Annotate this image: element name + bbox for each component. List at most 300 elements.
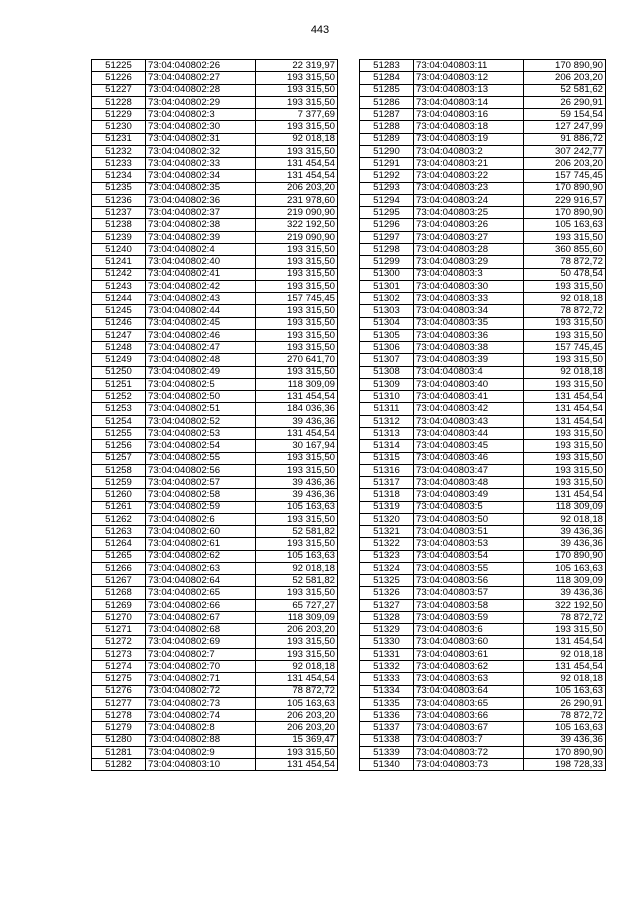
row-number-cell: 51322	[360, 538, 414, 550]
cadastral-number-cell: 73:04:040803:59	[414, 611, 524, 623]
row-number-cell: 51304	[360, 317, 414, 329]
cadastral-number-cell: 73:04:040802:58	[146, 489, 256, 501]
row-number-cell: 51257	[92, 452, 146, 464]
row-number-cell: 51294	[360, 194, 414, 206]
value-cell: 157 745,45	[524, 170, 606, 182]
value-cell: 92 018,18	[256, 562, 338, 574]
cadastral-number-cell: 73:04:040802:28	[146, 84, 256, 96]
table-row	[360, 477, 606, 489]
value-cell: 170 890,90	[524, 182, 606, 194]
row-number-cell: 51281	[92, 746, 146, 758]
row-number-cell: 51301	[360, 280, 414, 292]
row-number-cell: 51292	[360, 170, 414, 182]
cadastral-number-cell: 73:04:040803:27	[414, 231, 524, 243]
cadastral-number-cell: 73:04:040802:56	[146, 464, 256, 476]
row-number-cell: 51255	[92, 427, 146, 439]
cadastral-number-cell: 73:04:040803:23	[414, 182, 524, 194]
table-row	[92, 562, 338, 574]
value-cell: 26 290,91	[524, 697, 606, 709]
table-row	[92, 464, 338, 476]
table-row	[92, 722, 338, 734]
row-number-cell: 51247	[92, 329, 146, 341]
cadastral-number-cell: 73:04:040803:48	[414, 477, 524, 489]
table-row	[92, 710, 338, 722]
table-row	[92, 268, 338, 280]
row-number-cell: 51237	[92, 207, 146, 219]
cadastral-number-cell: 73:04:040803:38	[414, 342, 524, 354]
table-row	[360, 231, 606, 243]
value-cell: 193 315,50	[256, 587, 338, 599]
value-cell: 22 319,97	[256, 60, 338, 72]
table-row	[92, 293, 338, 305]
cadastral-number-cell: 73:04:040803:34	[414, 305, 524, 317]
cadastral-number-cell: 73:04:040803:67	[414, 722, 524, 734]
value-cell: 193 315,50	[524, 440, 606, 452]
table-row	[92, 219, 338, 231]
cadastral-number-cell: 73:04:040802:38	[146, 219, 256, 231]
cadastral-number-cell: 73:04:040802:34	[146, 170, 256, 182]
value-cell: 50 478,54	[524, 268, 606, 280]
value-cell: 131 454,54	[256, 759, 338, 771]
value-cell: 193 315,50	[256, 366, 338, 378]
value-cell: 206 203,20	[256, 710, 338, 722]
value-cell: 193 315,50	[256, 280, 338, 292]
cadastral-number-cell: 73:04:040802:27	[146, 72, 256, 84]
cadastral-number-cell: 73:04:040802:7	[146, 648, 256, 660]
row-number-cell: 51280	[92, 734, 146, 746]
cadastral-number-cell: 73:04:040802:40	[146, 256, 256, 268]
row-number-cell: 51334	[360, 685, 414, 697]
table-row	[92, 477, 338, 489]
table-row	[360, 109, 606, 121]
cadastral-table-left	[91, 59, 338, 771]
table-row	[92, 526, 338, 538]
cadastral-number-cell: 73:04:040802:59	[146, 501, 256, 513]
row-number-cell: 51234	[92, 170, 146, 182]
cadastral-number-cell: 73:04:040802:55	[146, 452, 256, 464]
cadastral-number-cell: 73:04:040802:49	[146, 366, 256, 378]
value-cell: 131 454,54	[524, 403, 606, 415]
row-number-cell: 51258	[92, 464, 146, 476]
table-row	[360, 513, 606, 525]
table-row	[92, 440, 338, 452]
value-cell: 206 203,20	[256, 624, 338, 636]
table-row	[92, 60, 338, 72]
value-cell: 157 745,45	[524, 342, 606, 354]
table-row	[360, 673, 606, 685]
row-number-cell: 51313	[360, 427, 414, 439]
value-cell: 105 163,63	[524, 219, 606, 231]
row-number-cell: 51307	[360, 354, 414, 366]
row-number-cell: 51336	[360, 710, 414, 722]
value-cell: 193 315,50	[524, 329, 606, 341]
cadastral-number-cell: 73:04:040802:68	[146, 624, 256, 636]
table-row	[360, 182, 606, 194]
row-number-cell: 51290	[360, 145, 414, 157]
value-cell: 219 090,90	[256, 231, 338, 243]
value-cell: 193 315,50	[256, 256, 338, 268]
cadastral-number-cell: 73:04:040803:58	[414, 599, 524, 611]
row-number-cell: 51275	[92, 673, 146, 685]
table-row	[92, 673, 338, 685]
cadastral-number-cell: 73:04:040802:42	[146, 280, 256, 292]
table-row	[360, 268, 606, 280]
cadastral-number-cell: 73:04:040803:19	[414, 133, 524, 145]
value-cell: 193 315,50	[256, 96, 338, 108]
value-cell: 193 315,50	[256, 746, 338, 758]
row-number-cell: 51279	[92, 722, 146, 734]
row-number-cell: 51298	[360, 243, 414, 255]
value-cell: 193 315,50	[524, 427, 606, 439]
cadastral-number-cell: 73:04:040803:33	[414, 293, 524, 305]
table-row	[92, 317, 338, 329]
cadastral-number-cell: 73:04:040803:35	[414, 317, 524, 329]
value-cell: 92 018,18	[524, 366, 606, 378]
table-row	[360, 378, 606, 390]
table-row	[360, 354, 606, 366]
table-body-left	[92, 60, 338, 771]
row-number-cell: 51296	[360, 219, 414, 231]
value-cell: 65 727,27	[256, 599, 338, 611]
row-number-cell: 51241	[92, 256, 146, 268]
cadastral-number-cell: 73:04:040802:50	[146, 391, 256, 403]
value-cell: 39 436,36	[524, 538, 606, 550]
row-number-cell: 51253	[92, 403, 146, 415]
cadastral-number-cell: 73:04:040802:61	[146, 538, 256, 550]
table-row	[92, 182, 338, 194]
cadastral-number-cell: 73:04:040803:53	[414, 538, 524, 550]
value-cell: 193 315,50	[256, 145, 338, 157]
row-number-cell: 51225	[92, 60, 146, 72]
cadastral-number-cell: 73:04:040802:36	[146, 194, 256, 206]
row-number-cell: 51289	[360, 133, 414, 145]
row-number-cell: 51278	[92, 710, 146, 722]
value-cell: 105 163,63	[256, 697, 338, 709]
table-row	[360, 158, 606, 170]
row-number-cell: 51308	[360, 366, 414, 378]
row-number-cell: 51261	[92, 501, 146, 513]
cadastral-number-cell: 73:04:040803:6	[414, 624, 524, 636]
value-cell: 131 454,54	[256, 170, 338, 182]
row-number-cell: 51339	[360, 746, 414, 758]
table-row	[360, 452, 606, 464]
table-row	[360, 661, 606, 673]
cadastral-number-cell: 73:04:040802:66	[146, 599, 256, 611]
value-cell: 193 315,50	[256, 452, 338, 464]
value-cell: 131 454,54	[524, 636, 606, 648]
value-cell: 127 247,99	[524, 121, 606, 133]
cadastral-number-cell: 73:04:040803:40	[414, 378, 524, 390]
row-number-cell: 51335	[360, 697, 414, 709]
value-cell: 193 315,50	[524, 378, 606, 390]
table-row	[92, 121, 338, 133]
value-cell: 193 315,50	[256, 538, 338, 550]
value-cell: 360 855,60	[524, 243, 606, 255]
value-cell: 184 036,36	[256, 403, 338, 415]
value-cell: 229 916,57	[524, 194, 606, 206]
value-cell: 206 203,20	[256, 722, 338, 734]
cadastral-number-cell: 73:04:040803:56	[414, 575, 524, 587]
table-row	[92, 194, 338, 206]
cadastral-number-cell: 73:04:040802:45	[146, 317, 256, 329]
cadastral-number-cell: 73:04:040802:9	[146, 746, 256, 758]
row-number-cell: 51288	[360, 121, 414, 133]
row-number-cell: 51244	[92, 293, 146, 305]
table-row	[360, 710, 606, 722]
table-row	[360, 611, 606, 623]
table-row	[360, 170, 606, 182]
value-cell: 91 886,72	[524, 133, 606, 145]
table-row	[92, 415, 338, 427]
row-number-cell: 51287	[360, 109, 414, 121]
value-cell: 193 315,50	[524, 354, 606, 366]
row-number-cell: 51230	[92, 121, 146, 133]
table-row	[92, 342, 338, 354]
table-row	[92, 354, 338, 366]
row-number-cell: 51276	[92, 685, 146, 697]
table-row	[360, 501, 606, 513]
table-row	[360, 317, 606, 329]
table-row	[92, 489, 338, 501]
value-cell: 92 018,18	[524, 673, 606, 685]
value-cell: 170 890,90	[524, 550, 606, 562]
table-row	[92, 759, 338, 771]
value-cell: 39 436,36	[524, 587, 606, 599]
cadastral-number-cell: 73:04:040802:74	[146, 710, 256, 722]
row-number-cell: 51324	[360, 562, 414, 574]
table-row	[360, 305, 606, 317]
value-cell: 193 315,50	[256, 305, 338, 317]
value-cell: 92 018,18	[524, 293, 606, 305]
value-cell: 131 454,54	[256, 427, 338, 439]
cadastral-number-cell: 73:04:040802:6	[146, 513, 256, 525]
row-number-cell: 51340	[360, 759, 414, 771]
row-number-cell: 51330	[360, 636, 414, 648]
cadastral-number-cell: 73:04:040802:48	[146, 354, 256, 366]
row-number-cell: 51311	[360, 403, 414, 415]
value-cell: 7 377,69	[256, 109, 338, 121]
row-number-cell: 51293	[360, 182, 414, 194]
value-cell: 131 454,54	[524, 391, 606, 403]
cadastral-number-cell: 73:04:040803:22	[414, 170, 524, 182]
cadastral-number-cell: 73:04:040803:66	[414, 710, 524, 722]
cadastral-number-cell: 73:04:040803:51	[414, 526, 524, 538]
value-cell: 131 454,54	[524, 415, 606, 427]
row-number-cell: 51314	[360, 440, 414, 452]
row-number-cell: 51300	[360, 268, 414, 280]
cadastral-number-cell: 73:04:040803:63	[414, 673, 524, 685]
table-row	[92, 391, 338, 403]
table-row	[92, 611, 338, 623]
value-cell: 193 315,50	[256, 121, 338, 133]
row-number-cell: 51272	[92, 636, 146, 648]
value-cell: 105 163,63	[524, 685, 606, 697]
table-row	[92, 133, 338, 145]
row-number-cell: 51250	[92, 366, 146, 378]
cadastral-number-cell: 73:04:040802:30	[146, 121, 256, 133]
row-number-cell: 51327	[360, 599, 414, 611]
table-row	[92, 501, 338, 513]
table-row	[92, 550, 338, 562]
table-body-right	[360, 60, 606, 771]
row-number-cell: 51235	[92, 182, 146, 194]
value-cell: 52 581,62	[524, 84, 606, 96]
cadastral-number-cell: 73:04:040802:46	[146, 329, 256, 341]
table-row	[360, 636, 606, 648]
row-number-cell: 51329	[360, 624, 414, 636]
value-cell: 193 315,50	[524, 452, 606, 464]
row-number-cell: 51267	[92, 575, 146, 587]
value-cell: 193 315,50	[524, 624, 606, 636]
cadastral-number-cell: 73:04:040802:88	[146, 734, 256, 746]
table-row	[360, 415, 606, 427]
cadastral-number-cell: 73:04:040802:3	[146, 109, 256, 121]
cadastral-number-cell: 73:04:040803:29	[414, 256, 524, 268]
cadastral-number-cell: 73:04:040802:70	[146, 661, 256, 673]
value-cell: 39 436,36	[256, 477, 338, 489]
value-cell: 39 436,36	[524, 734, 606, 746]
value-cell: 193 315,50	[524, 280, 606, 292]
value-cell: 193 315,50	[524, 231, 606, 243]
table-row	[92, 366, 338, 378]
cadastral-number-cell: 73:04:040803:21	[414, 158, 524, 170]
value-cell: 105 163,63	[524, 562, 606, 574]
table-row	[360, 219, 606, 231]
cadastral-number-cell: 73:04:040803:11	[414, 60, 524, 72]
row-number-cell: 51238	[92, 219, 146, 231]
table-row	[360, 759, 606, 771]
cadastral-number-cell: 73:04:040803:5	[414, 501, 524, 513]
row-number-cell: 51227	[92, 84, 146, 96]
value-cell: 39 436,36	[256, 489, 338, 501]
cadastral-number-cell: 73:04:040803:7	[414, 734, 524, 746]
cadastral-number-cell: 73:04:040802:65	[146, 587, 256, 599]
cadastral-number-cell: 73:04:040802:47	[146, 342, 256, 354]
row-number-cell: 51316	[360, 464, 414, 476]
row-number-cell: 51282	[92, 759, 146, 771]
row-number-cell: 51321	[360, 526, 414, 538]
value-cell: 131 454,54	[256, 673, 338, 685]
value-cell: 118 309,09	[524, 501, 606, 513]
value-cell: 193 315,50	[256, 268, 338, 280]
table-row	[92, 575, 338, 587]
row-number-cell: 51271	[92, 624, 146, 636]
cadastral-number-cell: 73:04:040803:45	[414, 440, 524, 452]
table-row	[360, 342, 606, 354]
row-number-cell: 51273	[92, 648, 146, 660]
cadastral-number-cell: 73:04:040802:8	[146, 722, 256, 734]
cadastral-number-cell: 73:04:040803:26	[414, 219, 524, 231]
table-row	[360, 256, 606, 268]
cadastral-number-cell: 73:04:040803:12	[414, 72, 524, 84]
value-cell: 92 018,18	[256, 133, 338, 145]
value-cell: 118 309,09	[524, 575, 606, 587]
row-number-cell: 51252	[92, 391, 146, 403]
table-row	[360, 624, 606, 636]
value-cell: 78 872,72	[524, 611, 606, 623]
value-cell: 219 090,90	[256, 207, 338, 219]
value-cell: 52 581,82	[256, 526, 338, 538]
row-number-cell: 51269	[92, 599, 146, 611]
table-row	[360, 562, 606, 574]
row-number-cell: 51299	[360, 256, 414, 268]
value-cell: 193 315,50	[256, 317, 338, 329]
cadastral-number-cell: 73:04:040802:35	[146, 182, 256, 194]
value-cell: 270 641,70	[256, 354, 338, 366]
cadastral-number-cell: 73:04:040802:41	[146, 268, 256, 280]
cadastral-number-cell: 73:04:040803:18	[414, 121, 524, 133]
value-cell: 193 315,50	[256, 636, 338, 648]
row-number-cell: 51226	[92, 72, 146, 84]
cadastral-number-cell: 73:04:040802:73	[146, 697, 256, 709]
value-cell: 322 192,50	[524, 599, 606, 611]
table-row	[92, 587, 338, 599]
table-row	[92, 648, 338, 660]
cadastral-number-cell: 73:04:040803:50	[414, 513, 524, 525]
table-row	[92, 280, 338, 292]
value-cell: 78 872,72	[524, 305, 606, 317]
row-number-cell: 51264	[92, 538, 146, 550]
row-number-cell: 51259	[92, 477, 146, 489]
table-row	[360, 72, 606, 84]
cadastral-number-cell: 73:04:040803:28	[414, 243, 524, 255]
value-cell: 131 454,54	[524, 661, 606, 673]
table-row	[92, 734, 338, 746]
cadastral-number-cell: 73:04:040803:46	[414, 452, 524, 464]
cadastral-number-cell: 73:04:040803:42	[414, 403, 524, 415]
value-cell: 39 436,36	[256, 415, 338, 427]
table-row	[360, 575, 606, 587]
table-row	[360, 293, 606, 305]
row-number-cell: 51309	[360, 378, 414, 390]
row-number-cell: 51305	[360, 329, 414, 341]
row-number-cell: 51333	[360, 673, 414, 685]
table-row	[360, 427, 606, 439]
table-row	[92, 636, 338, 648]
table-row	[360, 329, 606, 341]
cadastral-number-cell: 73:04:040803:24	[414, 194, 524, 206]
cadastral-number-cell: 73:04:040802:63	[146, 562, 256, 574]
cadastral-number-cell: 73:04:040802:53	[146, 427, 256, 439]
row-number-cell: 51243	[92, 280, 146, 292]
cadastral-number-cell: 73:04:040803:60	[414, 636, 524, 648]
table-row	[92, 452, 338, 464]
value-cell: 105 163,63	[256, 550, 338, 562]
cadastral-number-cell: 73:04:040803:14	[414, 96, 524, 108]
row-number-cell: 51323	[360, 550, 414, 562]
row-number-cell: 51228	[92, 96, 146, 108]
value-cell: 78 872,72	[524, 710, 606, 722]
cadastral-number-cell: 73:04:040802:43	[146, 293, 256, 305]
row-number-cell: 51295	[360, 207, 414, 219]
cadastral-number-cell: 73:04:040803:72	[414, 746, 524, 758]
value-cell: 105 163,63	[256, 501, 338, 513]
cadastral-number-cell: 73:04:040802:26	[146, 60, 256, 72]
table-row	[360, 648, 606, 660]
value-cell: 15 369,47	[256, 734, 338, 746]
value-cell: 193 315,50	[524, 317, 606, 329]
cadastral-number-cell: 73:04:040803:54	[414, 550, 524, 562]
row-number-cell: 51318	[360, 489, 414, 501]
cadastral-number-cell: 73:04:040802:32	[146, 145, 256, 157]
row-number-cell: 51285	[360, 84, 414, 96]
row-number-cell: 51315	[360, 452, 414, 464]
table-row	[92, 427, 338, 439]
row-number-cell: 51260	[92, 489, 146, 501]
value-cell: 193 315,50	[256, 513, 338, 525]
cadastral-number-cell: 73:04:040802:62	[146, 550, 256, 562]
cadastral-number-cell: 73:04:040802:64	[146, 575, 256, 587]
